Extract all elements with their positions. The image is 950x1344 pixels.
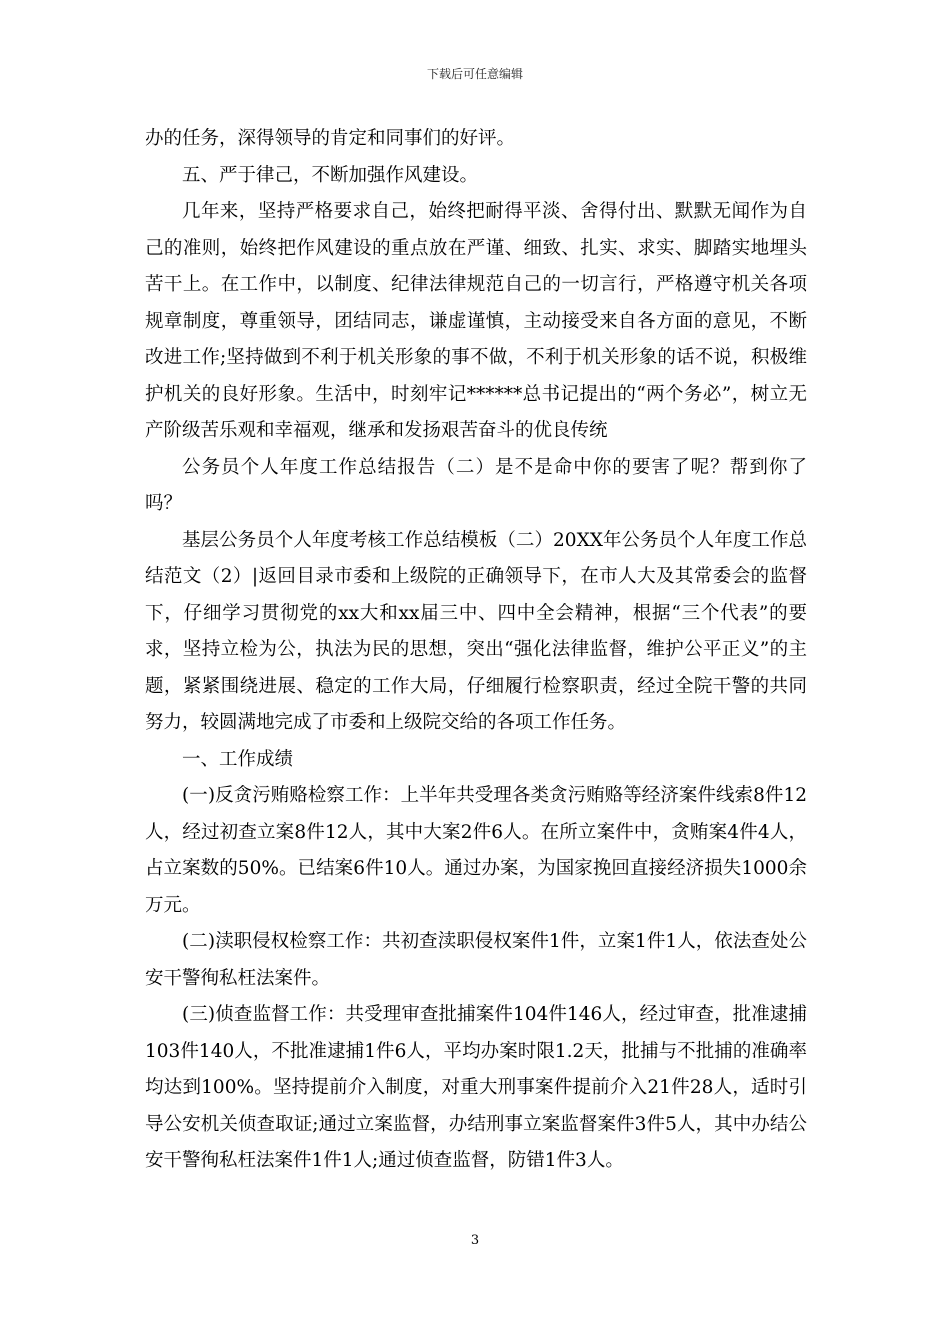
section-heading-five: 五、严于律己，不断加强作风建设。 <box>182 164 479 186</box>
paragraph-report-question: 公务员个人年度工作总结报告（二）是不是命中你的要害了呢？帮到你了吗？ <box>145 456 807 514</box>
paragraph-dereliction: (二)渎职侵权检察工作：共初查渎职侵权案件1件，立案1件1人，依法查处公安干警徇私枉法案件。 <box>145 931 807 989</box>
paragraph-anti-corruption: (一)反贪污贿赂检察工作：上半年共受理各类贪污贿赂等经济案件线索8件12人，经过初查立案8件12人，其中大案2件6人。在所立案件中，贪贿案4件4人，占立案数的50%。已结案6件10人。通过办案，为国家挽回直接经济损失1000余万元。 <box>145 785 807 916</box>
paragraph-investigation-supervision: (三)侦查监督工作：共受理审查批捕案件104件146人，经过审查，批准逮捕103件140人，不批准逮捕1件6人，平均办案时限1.2天，批捕与不批捕的准确率均达到100%。坚持提前介入制度，对重大刑事案件提前介入21件28人，适时引导公安机关侦查取证;通过立案监督，办结刑事立案监督案件3件5人，其中办结公安干警徇私枉法案件1件1人;通过侦查监督，防错1件3人。 <box>145 1004 807 1171</box>
paragraph-continuation: 办的任务，深得领导的肯定和同事们的好评。 <box>145 128 516 149</box>
page-number: 3 <box>470 1233 480 1248</box>
paragraph-template-intro: 基层公务员个人年度考核工作总结模板（二）20XX年公务员个人年度工作总结范文（2）|返回目录市委和上级院的正确领导下，在市人大及其常委会的监督下，仔细学习贯彻党的xx大和xx届三中、四中全会精神，根据“三个代表”的要求，坚持立检为公，执法为民的思想，突出“强化法律监督，维护公平正义”的主题，紧紧围绕进展、稳定的工作大局，仔细履行检察职责，经过全院干警的共同努力，较圆满地完成了市委和上级院交给的各项工作任务。 <box>145 529 807 733</box>
paragraph-self-discipline: 几年来，坚持严格要求自己，始终把耐得平淡、舍得付出、默默无闻作为自己的准则，始终把作风建设的重点放在严谨、细致、扎实、求实、脚踏实地埋头苦干上。在工作中，以制度、纪律法律规范自己的一切言行，严格遵守机关各项规章制度，尊重领导，团结同志，谦虚谨慎，主动接受来自各方面的意见，不断改进工作;坚持做到不利于机关形象的事不做，不利于机关形象的话不说，积极维护机关的良好形象。生活中，时刻牢记******总书记提出的“两个务必”，树立无产阶级苦乐观和幸福观，继承和发扬艰苦奋斗的优良传统 <box>145 201 807 441</box>
page-header-note: 下载后可任意编辑 <box>426 67 523 81</box>
document-body <box>145 121 807 1180</box>
section-heading-achievements: 一、工作成绩 <box>182 748 294 770</box>
